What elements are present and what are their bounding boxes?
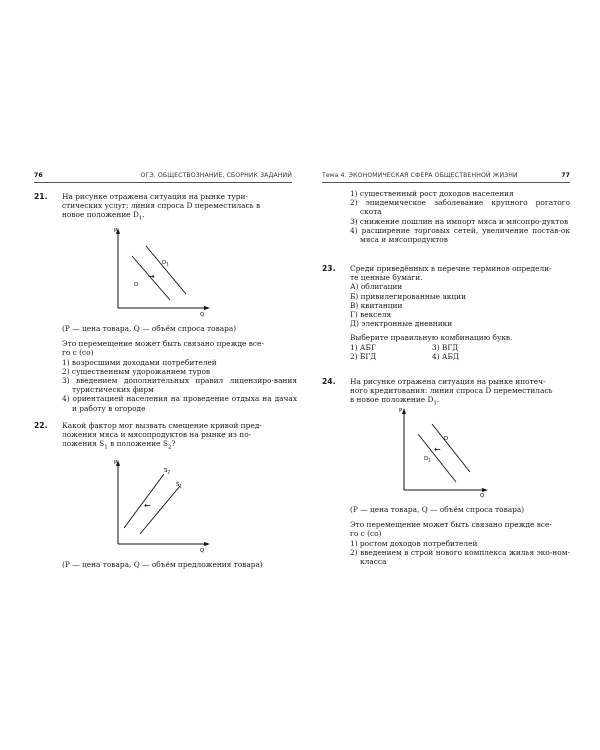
question-24-answer-block xyxy=(350,505,570,566)
shift-arrow: ← xyxy=(144,501,151,510)
axis-p-label: P xyxy=(114,228,118,234)
axis-p-label: P xyxy=(114,460,118,466)
option-4[interactable]: 4) ориентацией населения на проведение отдыха на дачах и работу в огороде xyxy=(62,394,297,413)
question-stem: На рисунке отражена ситуация на рынке ипотеч- ного кредитования: линия спроса D переместилась в новое положение $D_1$. xyxy=(350,377,553,407)
item-b: Б) привилегированные акции xyxy=(350,291,467,301)
label-d1: $D_1$ xyxy=(162,260,169,267)
option-2[interactable]: 2) эпидемическое заболевание крупного рогатого скота xyxy=(350,198,570,217)
label-s2: $S_2$ xyxy=(164,468,171,475)
instruction: Выберите правильную комбинацию букв. xyxy=(350,333,513,343)
option-4[interactable]: 4) расширение торговых сетей, увеличение постав-ок мяса и мясопродуктов xyxy=(350,225,570,245)
answer-4[interactable]: 4) АБД xyxy=(432,351,459,361)
graph-caption: (P — цена товара, Q — объём предложения товара) xyxy=(62,560,263,569)
label-s1: $S_1$ xyxy=(176,482,183,489)
question-22-options xyxy=(350,189,570,244)
demand-graph-q21 xyxy=(110,226,214,318)
item-d: Д) электронные дневники xyxy=(350,319,453,329)
question-number: 21. xyxy=(34,192,48,201)
label-d1: $D_1$ xyxy=(424,456,431,463)
curve-d1 xyxy=(146,246,186,294)
label-d: D xyxy=(134,282,139,288)
question-stem: Какой фактор мог вызвать смещение кривой пред- ложения мяса и мясопродуктов на рынке из по- ложения $S_1$ в положение $S_2$? xyxy=(62,421,262,451)
item-a: А) облигации xyxy=(350,282,403,292)
answer-grid xyxy=(350,343,570,361)
answer-3[interactable]: 3) ВГД xyxy=(432,342,459,352)
shift-arrow: ← xyxy=(434,445,441,454)
question-stem: На рисунке отражена ситуация на рынке тури- стических услуг: линия спроса D переместилась в новое положение $D_1$. xyxy=(62,192,261,222)
graph-caption: (P — цена товара, Q — объём спроса товара) xyxy=(350,505,525,514)
option-3[interactable]: 3) снижение пошлин на импорт мяса и мясопро-дуктов xyxy=(350,216,569,226)
answer-1[interactable]: 1) АБГ xyxy=(350,342,376,352)
curve-s1 xyxy=(140,486,180,534)
supply-graph-q22 xyxy=(110,458,214,554)
question-lead: Это перемещение может быть связано прежде все- го с (со) xyxy=(62,339,264,358)
graph-caption: (P — цена товара, Q — объём спроса товара) xyxy=(62,324,237,333)
header-rule-left xyxy=(34,182,292,183)
question-lead: Это перемещение может быть связано прежде все- го с (со) xyxy=(350,520,552,539)
page-number-left: 76 xyxy=(34,172,43,179)
header-rule-right xyxy=(322,182,570,183)
question-number: 24. xyxy=(322,377,336,386)
question-stem: Среди приведённых в перечне терминов определи- те ценные бумаги. А) облигации Б) привилегированные акции В) квитанции Г) векселя Д) электронные дневники Выберите правильную комбинацию букв. 1) АБГ 2) БГД 3) ВГД 4) АБД xyxy=(350,264,570,361)
option-2[interactable]: 2) существенным удорожанием туров xyxy=(62,366,211,376)
running-head-left-title: ОГЭ. ОБЩЕСТВОЗНАНИЕ. СБОРНИК ЗАДАНИЙ xyxy=(140,172,292,179)
axis-p-label: P xyxy=(399,408,403,414)
answer-2[interactable]: 2) БГД xyxy=(350,351,377,361)
question-21-answer-block xyxy=(62,324,297,413)
item-v: В) квитанции xyxy=(350,300,403,310)
question-22-caption xyxy=(62,560,302,569)
demand-graph-q24 xyxy=(396,406,496,498)
option-2[interactable]: 2) введением в строй нового комплекса жилья эко-ном-класса xyxy=(350,547,570,567)
shift-arrow: → xyxy=(148,272,155,281)
option-1[interactable]: 1) ростом доходов потребителей xyxy=(350,538,478,548)
question-number: 22. xyxy=(34,421,48,430)
item-g: Г) векселя xyxy=(350,310,392,320)
option-3[interactable]: 3) введением дополнительных правил лицензиро-вания туристических фирм xyxy=(62,376,297,395)
axis-q-label: Q xyxy=(200,548,205,554)
option-1[interactable]: 1) возросшими доходами потребителей xyxy=(62,357,217,367)
page-number-right: 77 xyxy=(561,172,570,179)
option-1[interactable]: 1) существенный рост доходов населения xyxy=(350,189,514,198)
axis-q-label: Q xyxy=(480,493,485,498)
label-d: D xyxy=(444,436,449,442)
running-head-right-title: Тема 4. ЭКОНОМИЧЕСКАЯ СФЕРА ОБЩЕСТВЕННОЙ ЖИЗНИ xyxy=(322,172,518,179)
axis-q-label: Q xyxy=(200,312,205,318)
question-number: 23. xyxy=(322,264,336,273)
